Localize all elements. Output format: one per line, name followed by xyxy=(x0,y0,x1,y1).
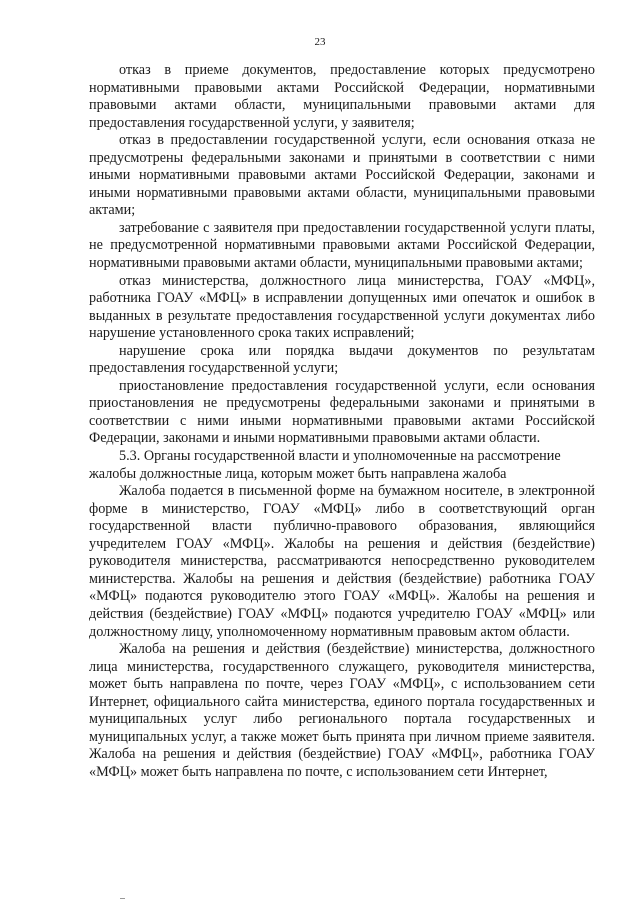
paragraph-correction-refusal: отказ министерства, должностного лица министерства, ГОАУ «МФЦ», работника ГОАУ «МФЦ» в исправлении допущенных ими опечаток и ошибок в выданных в результате предоставления государственной услуги документах либо нарушение установленного срока таких исправлений; xyxy=(89,272,595,342)
page-number: 23 xyxy=(314,36,326,48)
paragraph-complaint-submission: Жалоба подается в письменной форме на бумажном носителе, в электронной форме в министерство, ГОАУ «МФЦ» либо в соответствующий орган государственной власти публично-правового образования, являющийся учредителем ГОАУ «МФЦ». Жалобы на решения и действия (бездействие) руководителя министерства, рассматриваются непосредственно руководителем министерства. Жалобы на решения и действия (бездействие) работника ГОАУ «МФЦ» подаются руководителю этого ГОАУ «МФЦ». Жалобы на решения и действия (бездействие) ГОАУ «МФЦ» подаются учредителю ГОАУ «МФЦ» или должностному лицу, уполномоченному нормативным правовым актом области. xyxy=(89,483,595,640)
paragraph-suspension: приостановление предоставления государственной услуги, если основания приостановления не предусмотрены федеральными законами и принятыми в соответствии с ними иными нормативными правовыми актами Российской Федерации, законами и иными нормативными правовыми актами области. xyxy=(89,377,595,447)
paragraph-payment-demand: затребование с заявителя при предоставлении государственной услуги платы, не предусмотренной нормативными правовыми актами Российской Федерации, нормативными правовыми актами области, муниципальными правовыми актами; xyxy=(89,219,595,272)
paragraph-refusal-acceptance: отказ в приеме документов, предоставление которых предусмотрено нормативными правовыми актами Российской Федерации, нормативными правовыми актами области, муниципальными правовыми актами для предоставления государственной услуги, у заявителя; xyxy=(89,62,595,131)
document-body xyxy=(89,62,595,781)
paragraph-issue-violation: нарушение срока или порядка выдачи документов по результатам предоставления государственной услуги; xyxy=(89,342,595,377)
paragraph-refusal-provision: отказ в предоставлении государственной услуги, если основания отказа не предусмотрены федеральными законами и принятыми в соответствии с ними иными нормативными правовыми актами Российской Федерации, законами и иными нормативными правовыми актами области, муниципальными правовыми актами; xyxy=(89,132,595,219)
section-heading: 5.3. Органы государственной власти и уполномоченные на рассмотрение жалобы должностные лица, которым может быть направлена жалоба xyxy=(89,448,561,482)
paragraph-complaint-channels: Жалоба на решения и действия (бездействие) министерства, должностного лица министерства, государственного служащего, руководителя министерства, может быть направлена по почте, через ГОАУ «МФЦ», с использованием сети Интернет, официального сайта министерства, единого портала государственных и муниципальных услуг либо регионального портала государственных и муниципальных услуг, а также может быть принята при личном приеме заявителя. Жалоба на решения и действия (бездействие) ГОАУ «МФЦ», работника ГОАУ «МФЦ» может быть направлена по почте, с использованием сети Интернет, xyxy=(89,641,595,780)
scan-mark xyxy=(120,898,125,899)
